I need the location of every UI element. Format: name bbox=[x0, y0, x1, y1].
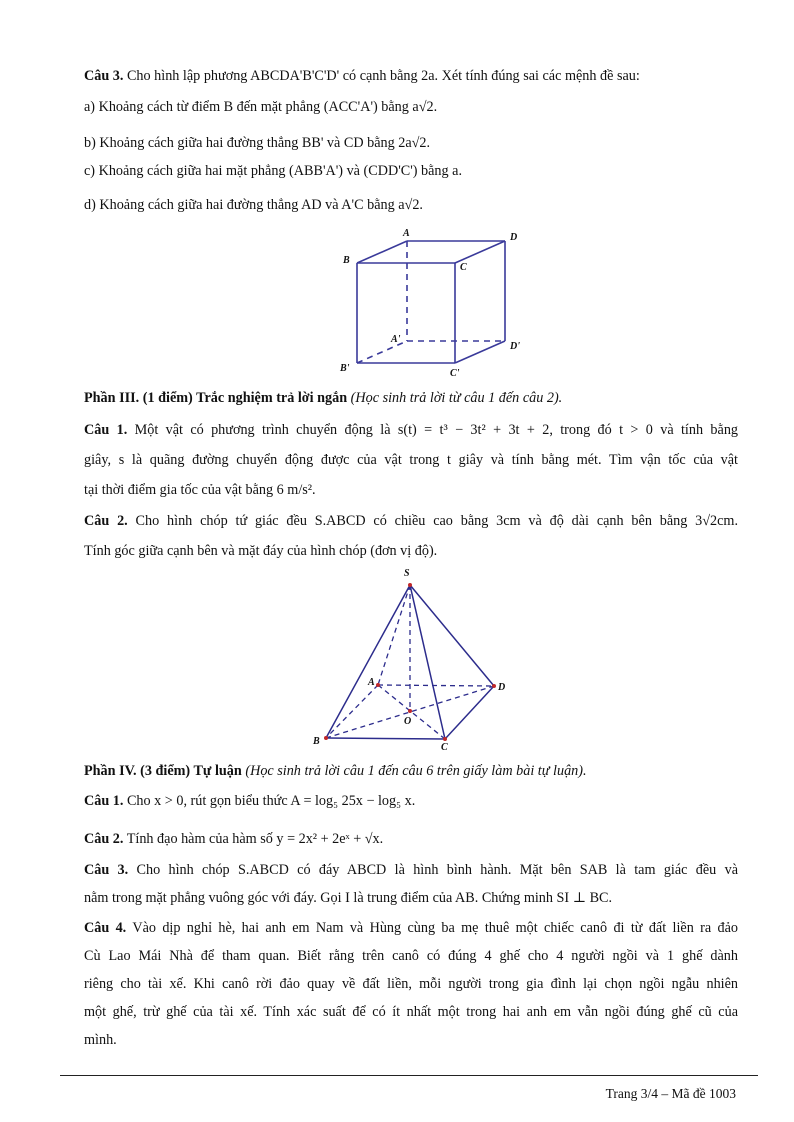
part4-q4-line5: mình. bbox=[84, 1032, 117, 1048]
part4-note: (Học sinh trả lời câu 1 đến câu 6 trên giấy làm bài tự luận). bbox=[241, 763, 587, 779]
part4-q4-line1: Câu 4. Vào dịp nghỉ hè, hai anh em Nam và Hùng cùng ba mẹ thuê một chiếc canô đi từ đất liền ra đảo bbox=[84, 920, 738, 936]
part3-q2-line1: Câu 2. Cho hình chóp tứ giác đều S.ABCD có chiều cao bằng 3cm và độ dài cạnh bên bằng 3√2cm. bbox=[84, 513, 739, 529]
part3-heading bbox=[84, 388, 738, 408]
part4-q1: Câu 1. Cho x > 0, rút gọn biểu thức A = log₅ 25x − log₅ x. bbox=[84, 793, 416, 809]
q3-statement-c: c) Khoảng cách giữa hai mặt phẳng (ABB'A') và (CDD'C') bằng a. bbox=[84, 163, 463, 179]
footer-divider bbox=[60, 1075, 758, 1076]
part4-q4-line2: Cù Lao Mái Nhà để tham quan. Biết rằng trên canô có đúng 4 ghế cho 4 người ngồi và 1 ghế dành bbox=[84, 948, 738, 964]
part4-q3-line2: nằm trong mặt phẳng vuông góc với đáy. Gọi I là trung điểm của AB. Chứng minh SI ⊥ BC. bbox=[84, 890, 613, 906]
cube-label-a1: A' bbox=[391, 334, 401, 345]
pyramid-label-b: B bbox=[313, 736, 320, 747]
part3-q2-line2: Tính góc giữa cạnh bên và mặt đáy của hình chóp (đơn vị độ). bbox=[84, 543, 438, 559]
q3-statement-a: a) Khoảng cách từ điểm B đến mặt phẳng (ACC'A') bằng a√2. bbox=[84, 99, 438, 115]
cube-label-b: B bbox=[343, 255, 350, 266]
pyramid-label-d: D bbox=[498, 682, 506, 693]
part4-title: Phần IV. (3 điểm) Tự luận bbox=[84, 763, 242, 779]
cube-label-c: C bbox=[460, 262, 467, 273]
cube-label-a: A bbox=[403, 228, 410, 239]
q3-stem: Câu 3. Cho hình lập phương ABCDA'B'C'D' có cạnh bằng 2a. Xét tính đúng sai các mệnh đề sau: bbox=[84, 68, 640, 84]
cube-label-d: D bbox=[510, 232, 518, 243]
q3-statement-b: b) Khoảng cách giữa hai đường thẳng BB' và CD bằng 2a√2. bbox=[84, 135, 431, 151]
pyramid-label-c: C bbox=[441, 742, 448, 753]
part3-q1-line3: tại thời điểm gia tốc của vật bằng 6 m/s². bbox=[84, 482, 316, 498]
part4-q3-line1: Câu 3. Cho hình chóp S.ABCD có đáy ABCD là hình bình hành. Mặt bên SAB là tam giác đều và bbox=[84, 862, 738, 878]
q3-number: Câu 3. bbox=[84, 68, 124, 84]
page-footer: Trang 3/4 – Mã đề 1003 bbox=[605, 1086, 736, 1101]
pyramid-figure bbox=[308, 566, 518, 756]
cube-label-c1: C' bbox=[450, 368, 460, 379]
pyramid-label-s: S bbox=[404, 568, 410, 579]
part4-q4-line3: riêng cho tài xế. Khi canô rời đảo quay về đất liền, mỗi người trong gia đình lại chọn ngồi ngẫu nhiên bbox=[84, 976, 738, 992]
cube-label-b1: B' bbox=[340, 363, 350, 374]
part3-note: (Học sinh trả lời từ câu 1 đến câu 2). bbox=[347, 390, 563, 406]
q3-statement-d: d) Khoảng cách giữa hai đường thẳng AD và A'C bằng a√2. bbox=[84, 197, 423, 213]
cube-figure bbox=[330, 225, 540, 380]
part4-heading bbox=[84, 761, 738, 781]
pyramid-label-o: O bbox=[404, 716, 412, 727]
part4-q2: Câu 2. Tính đạo hàm của hàm số y = 2x² + 2eˣ + √x. bbox=[84, 831, 384, 847]
cube-label-d1: D' bbox=[510, 341, 520, 352]
part4-q4-line4: một ghế, trừ ghế của tài xế. Tính xác suất để có ít nhất một trong hai anh em vẫn ngồi đúng ghế cũ của bbox=[84, 1004, 738, 1020]
pyramid-label-a: A bbox=[368, 677, 375, 688]
part3-title: Phần III. (1 điểm) Trắc nghiệm trả lời ngắn bbox=[84, 390, 348, 406]
part3-q1-line1: Câu 1. Một vật có phương trình chuyển động là s(t) = t³ − 3t² + 3t + 2, trong đó t > 0 và tính bằng bbox=[84, 422, 739, 438]
part3-q1-line2: giây, s là quãng đường chuyển động được của vật trong t giây và tính bằng mét. Tìm vận tốc của vật bbox=[84, 452, 738, 468]
